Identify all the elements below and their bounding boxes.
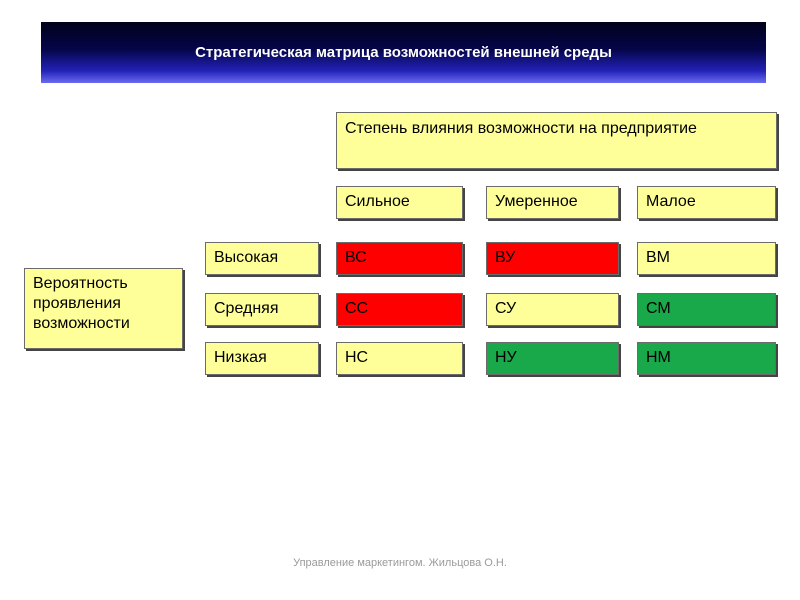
matrix-cell-low-moderate [486,342,619,375]
matrix-cell-label: ВУ [495,249,516,266]
row-medium [205,293,319,326]
matrix-cell-label: НУ [495,349,517,366]
matrix-cell-label: ВС [345,249,367,266]
matrix-cell-label: СС [345,300,369,317]
column-header-label: Степень влияния возможности на предприятие [345,120,697,137]
row-label: Низкая [214,349,267,366]
matrix-cell-medium-strong [336,293,463,326]
slide-title: Стратегическая матрица возможностей внешней среды [195,44,612,61]
column-label: Малое [646,193,696,210]
matrix-cell-high-strong [336,242,463,275]
matrix-cell-label: НМ [646,349,671,366]
matrix-cell-label: ВМ [646,249,670,266]
matrix-cell-label: НС [345,349,369,366]
row-high [205,242,319,275]
matrix-cell-label: СМ [646,300,671,317]
slide-title-bar [41,22,766,83]
column-header-box [336,112,777,169]
column-label: Сильное [345,193,410,210]
column-strong [336,186,463,219]
row-label: Высокая [214,249,279,266]
row-label: Средняя [214,300,279,317]
column-label: Умеренное [495,193,578,210]
matrix-cell-low-strong [336,342,463,375]
row-low [205,342,319,375]
column-low [637,186,776,219]
matrix-cell-low-low [637,342,776,375]
matrix-cell-high-low [637,242,776,275]
slide-footer: Управление маркетингом. Жильцова О.Н. [293,557,507,569]
column-moderate [486,186,619,219]
row-header-label: Вероятность проявления возможности [33,275,130,332]
row-header-box [24,268,183,349]
matrix-cell-medium-moderate [486,293,619,326]
matrix-cell-high-moderate [486,242,619,275]
matrix-cell-label: СУ [495,300,517,317]
matrix-cell-medium-low [637,293,776,326]
